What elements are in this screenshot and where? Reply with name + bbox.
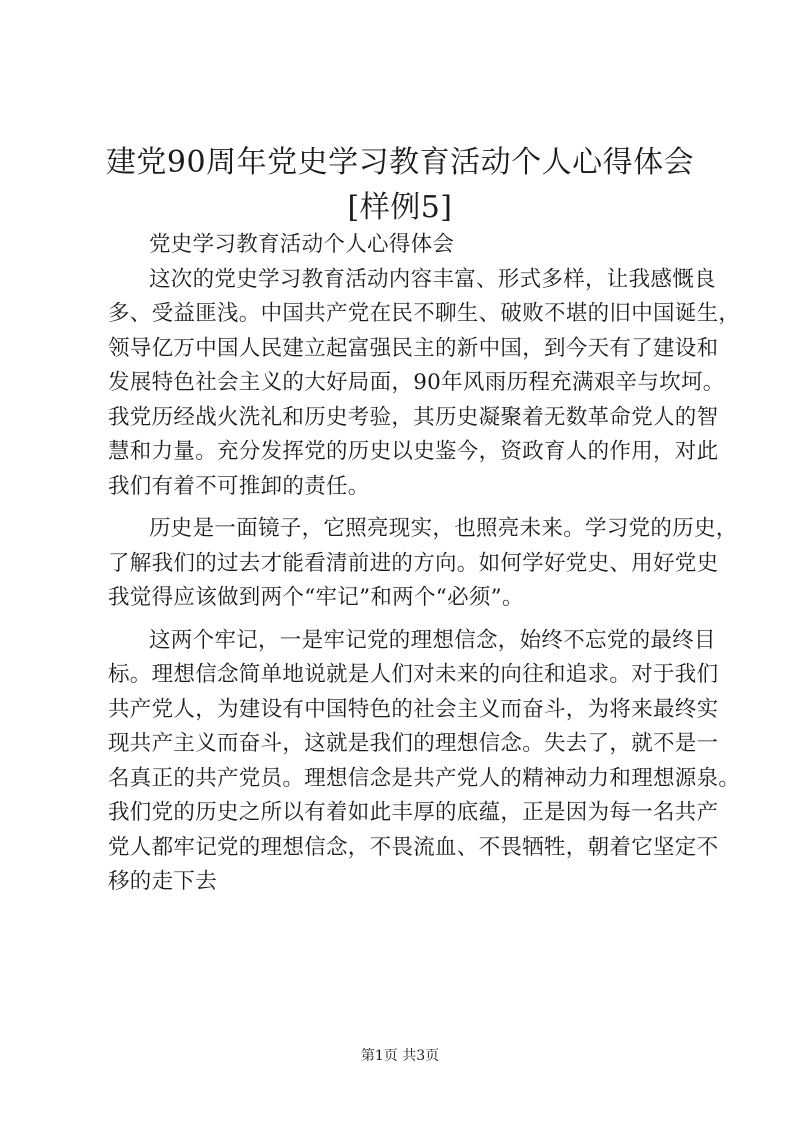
paragraph-line: 我觉得应该做到两个“牢记”和两个“必须”。 xyxy=(108,585,524,610)
paragraph-line: 多、受益匪浅。中国共产党在民不聊生、破败不堪的旧中国诞生， xyxy=(108,301,741,326)
paragraph-line: 我们党的历史之所以有着如此丰厚的底蕴，正是因为每一名共产 xyxy=(108,800,719,825)
document-title xyxy=(0,140,800,230)
paragraph-line: 标。理想信念简单地说就是人们对未来的向往和追求。对于我们 xyxy=(108,662,719,687)
paragraph-line: 现共产主义而奋斗，这就是我们的理想信念。失去了，就不是一 xyxy=(108,731,719,756)
title-line-1: 建党90周年党史学习教育活动个人心得体会 xyxy=(105,145,695,180)
paragraph-line: 发展特色社会主义的大好局面，90年风雨历程充满艰辛与坎坷。 xyxy=(108,370,725,395)
paragraph-2 xyxy=(108,512,738,616)
paragraph-line: 我们有着不可推卸的责任。 xyxy=(108,473,370,499)
page-footer: 第1页 共3页 xyxy=(360,1048,440,1064)
paragraph-line: 了解我们的过去才能看清前进的方向。如何学好党史、用好党史 xyxy=(108,550,719,576)
paragraph-line: 移的走下去 xyxy=(108,869,218,894)
paragraph-line: 共产党人，为建设有中国特色的社会主义而奋斗，为将来最终实 xyxy=(108,696,719,722)
paragraph-line: 名真正的共产党员。理想信念是共产党人的精神动力和理想源泉。 xyxy=(108,765,741,791)
title-line-2: [样例5] xyxy=(347,190,453,225)
paragraph-line: 历史是一面镜子，它照亮现实，也照亮未来。学习党的历史， xyxy=(149,516,738,541)
paragraph-line: 党人都牢记党的理想信念，不畏流血、不畏牺牲，朝着它坚定不 xyxy=(108,834,719,860)
paragraph-line: 这次的党史学习教育活动内容丰富、形式多样，让我感慨良 xyxy=(149,266,716,292)
paragraph-line: 领导亿万中国人民建立起富强民主的新中国，到今天有了建设和 xyxy=(108,335,719,361)
document-subtitle: 党史学习教育活动个人心得体会 xyxy=(149,232,455,257)
paragraph-line: 我党历经战火洗礼和历史考验，其历史凝聚着无数革命党人的智 xyxy=(108,404,719,430)
paragraph-line: 这两个牢记，一是牢记党的理想信念，始终不忘党的最终目 xyxy=(149,627,716,653)
document-body xyxy=(108,228,741,900)
paragraph-line: 慧和力量。充分发挥党的历史以史鉴今，资政育人的作用，对此 xyxy=(108,439,719,464)
paragraph-1 xyxy=(108,263,741,505)
paragraph-3 xyxy=(108,624,741,900)
